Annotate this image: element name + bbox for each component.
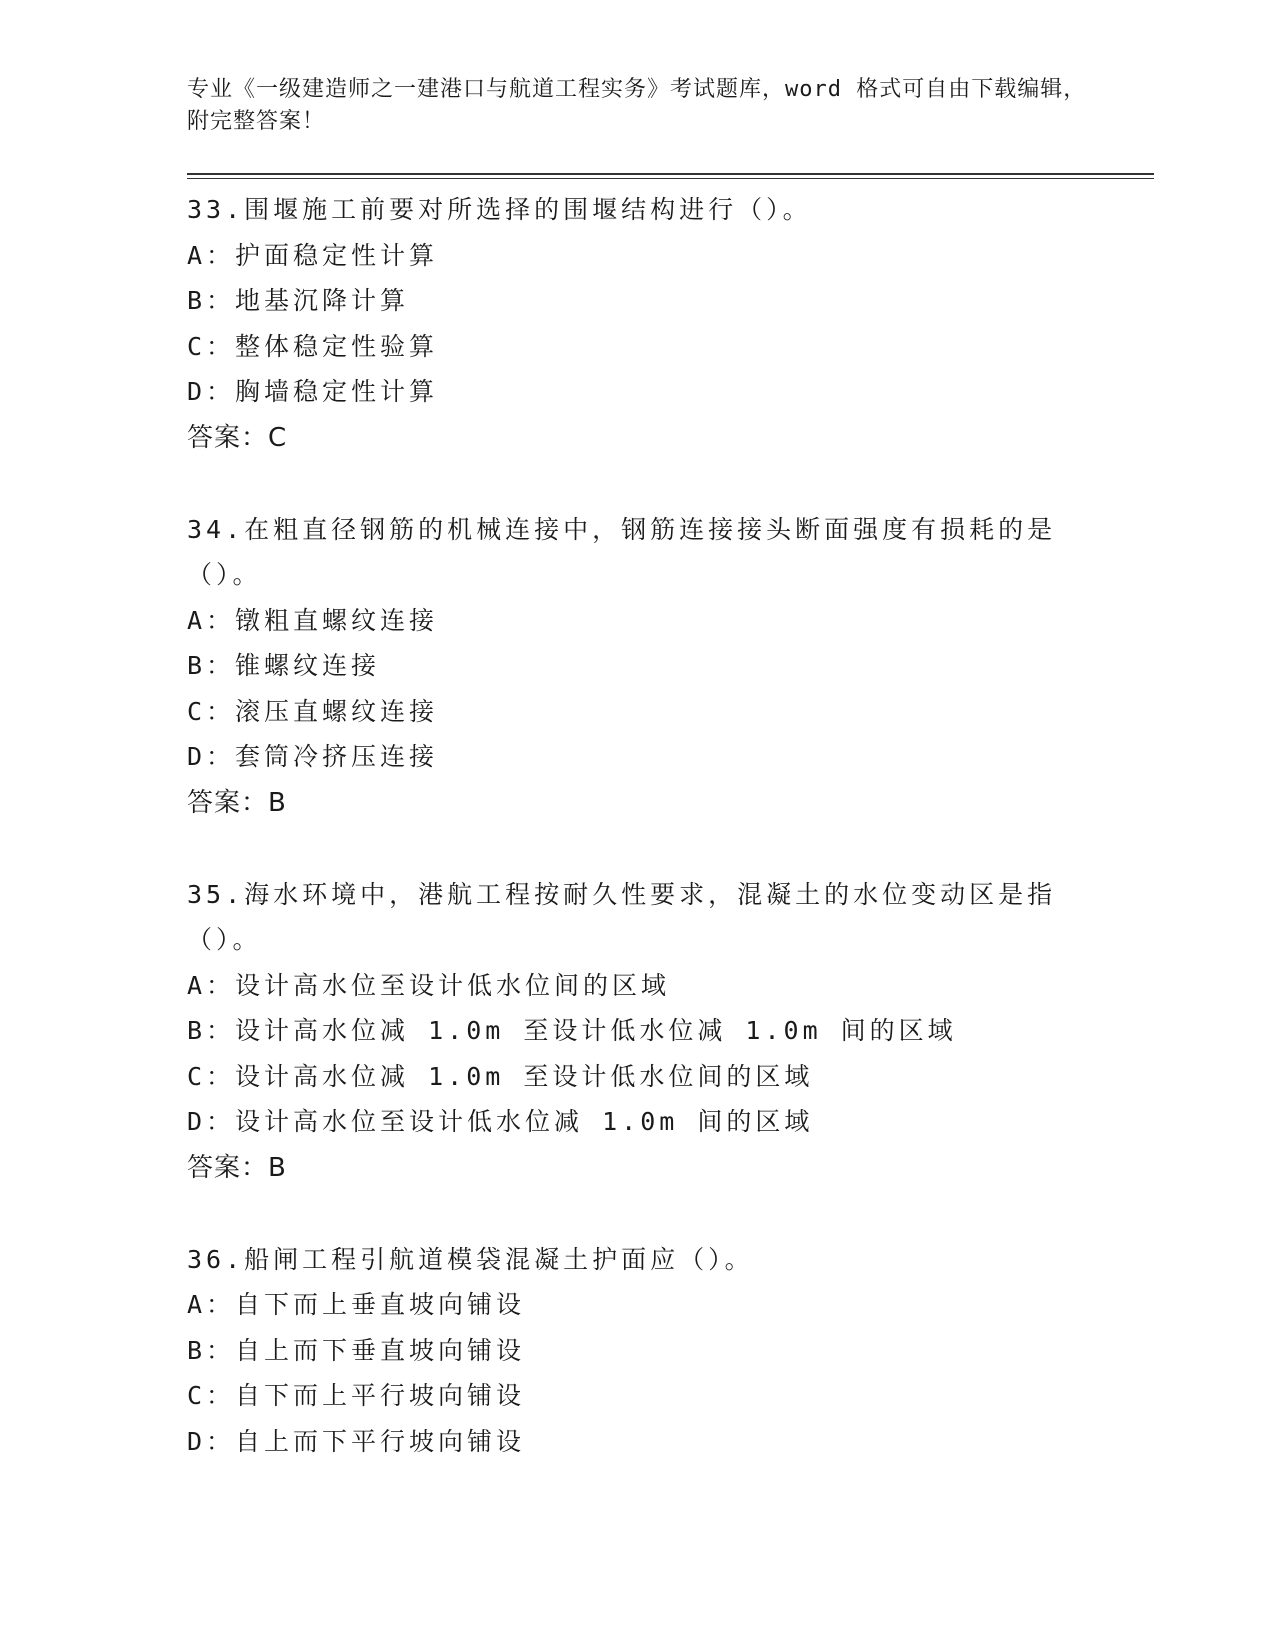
- question-stem: 35.海水环境中，港航工程按耐久性要求，混凝土的水位变动区是指（）。: [187, 879, 1057, 954]
- option-d: D：套筒冷挤压连接: [187, 742, 439, 771]
- question-item: [187, 507, 1087, 826]
- option-c: C：整体稳定性验算: [187, 331, 439, 361]
- question-item: [187, 872, 1087, 1191]
- option-d: D：胸墙稳定性计算: [187, 377, 439, 406]
- question-list: [187, 187, 1087, 1510]
- option-b: B：地基沉降计算: [187, 286, 410, 315]
- option-a: A：自下而上垂直坡向铺设: [187, 1290, 526, 1319]
- option-d: D：自上而下平行坡向铺设: [187, 1426, 526, 1456]
- option-d: D：设计高水位至设计低水位减 1.0m 间的区域: [187, 1107, 814, 1136]
- option-c: C：设计高水位减 1.0m 至设计低水位间的区域: [187, 1061, 814, 1091]
- header-divider-thin: [187, 178, 1154, 179]
- option-b: B：设计高水位减 1.0m 至设计低水位减 1.0m 间的区域: [187, 1016, 957, 1045]
- question-item: [187, 1237, 1087, 1465]
- option-b: B：锥螺纹连接: [187, 651, 381, 680]
- option-c: C：滚压直螺纹连接: [187, 696, 439, 726]
- document-header: 专业《一级建造师之一建港口与航道工程实务》考试题库，word 格式可自由下载编辑，附完整答案！: [187, 77, 1087, 134]
- question-item: [187, 187, 1087, 461]
- answer-line: 答案：B: [187, 1152, 287, 1183]
- header-divider-thick: [187, 173, 1154, 175]
- answer-line: 答案：C: [187, 422, 288, 453]
- option-c: C：自下而上平行坡向铺设: [187, 1381, 526, 1410]
- question-stem: 34.在粗直径钢筋的机械连接中，钢筋连接接头断面强度有损耗的是（）。: [187, 514, 1057, 589]
- option-a: A：镦粗直螺纹连接: [187, 605, 439, 635]
- question-stem: 36.船闸工程引航道模袋混凝土护面应（）。: [187, 1244, 754, 1274]
- option-b: B：自上而下垂直坡向铺设: [187, 1335, 526, 1365]
- answer-line: 答案：B: [187, 787, 287, 818]
- option-a: A：护面稳定性计算: [187, 240, 439, 270]
- option-a: A：设计高水位至设计低水位间的区域: [187, 970, 671, 1000]
- question-stem: 33.围堰施工前要对所选择的围堰结构进行（）。: [187, 195, 812, 224]
